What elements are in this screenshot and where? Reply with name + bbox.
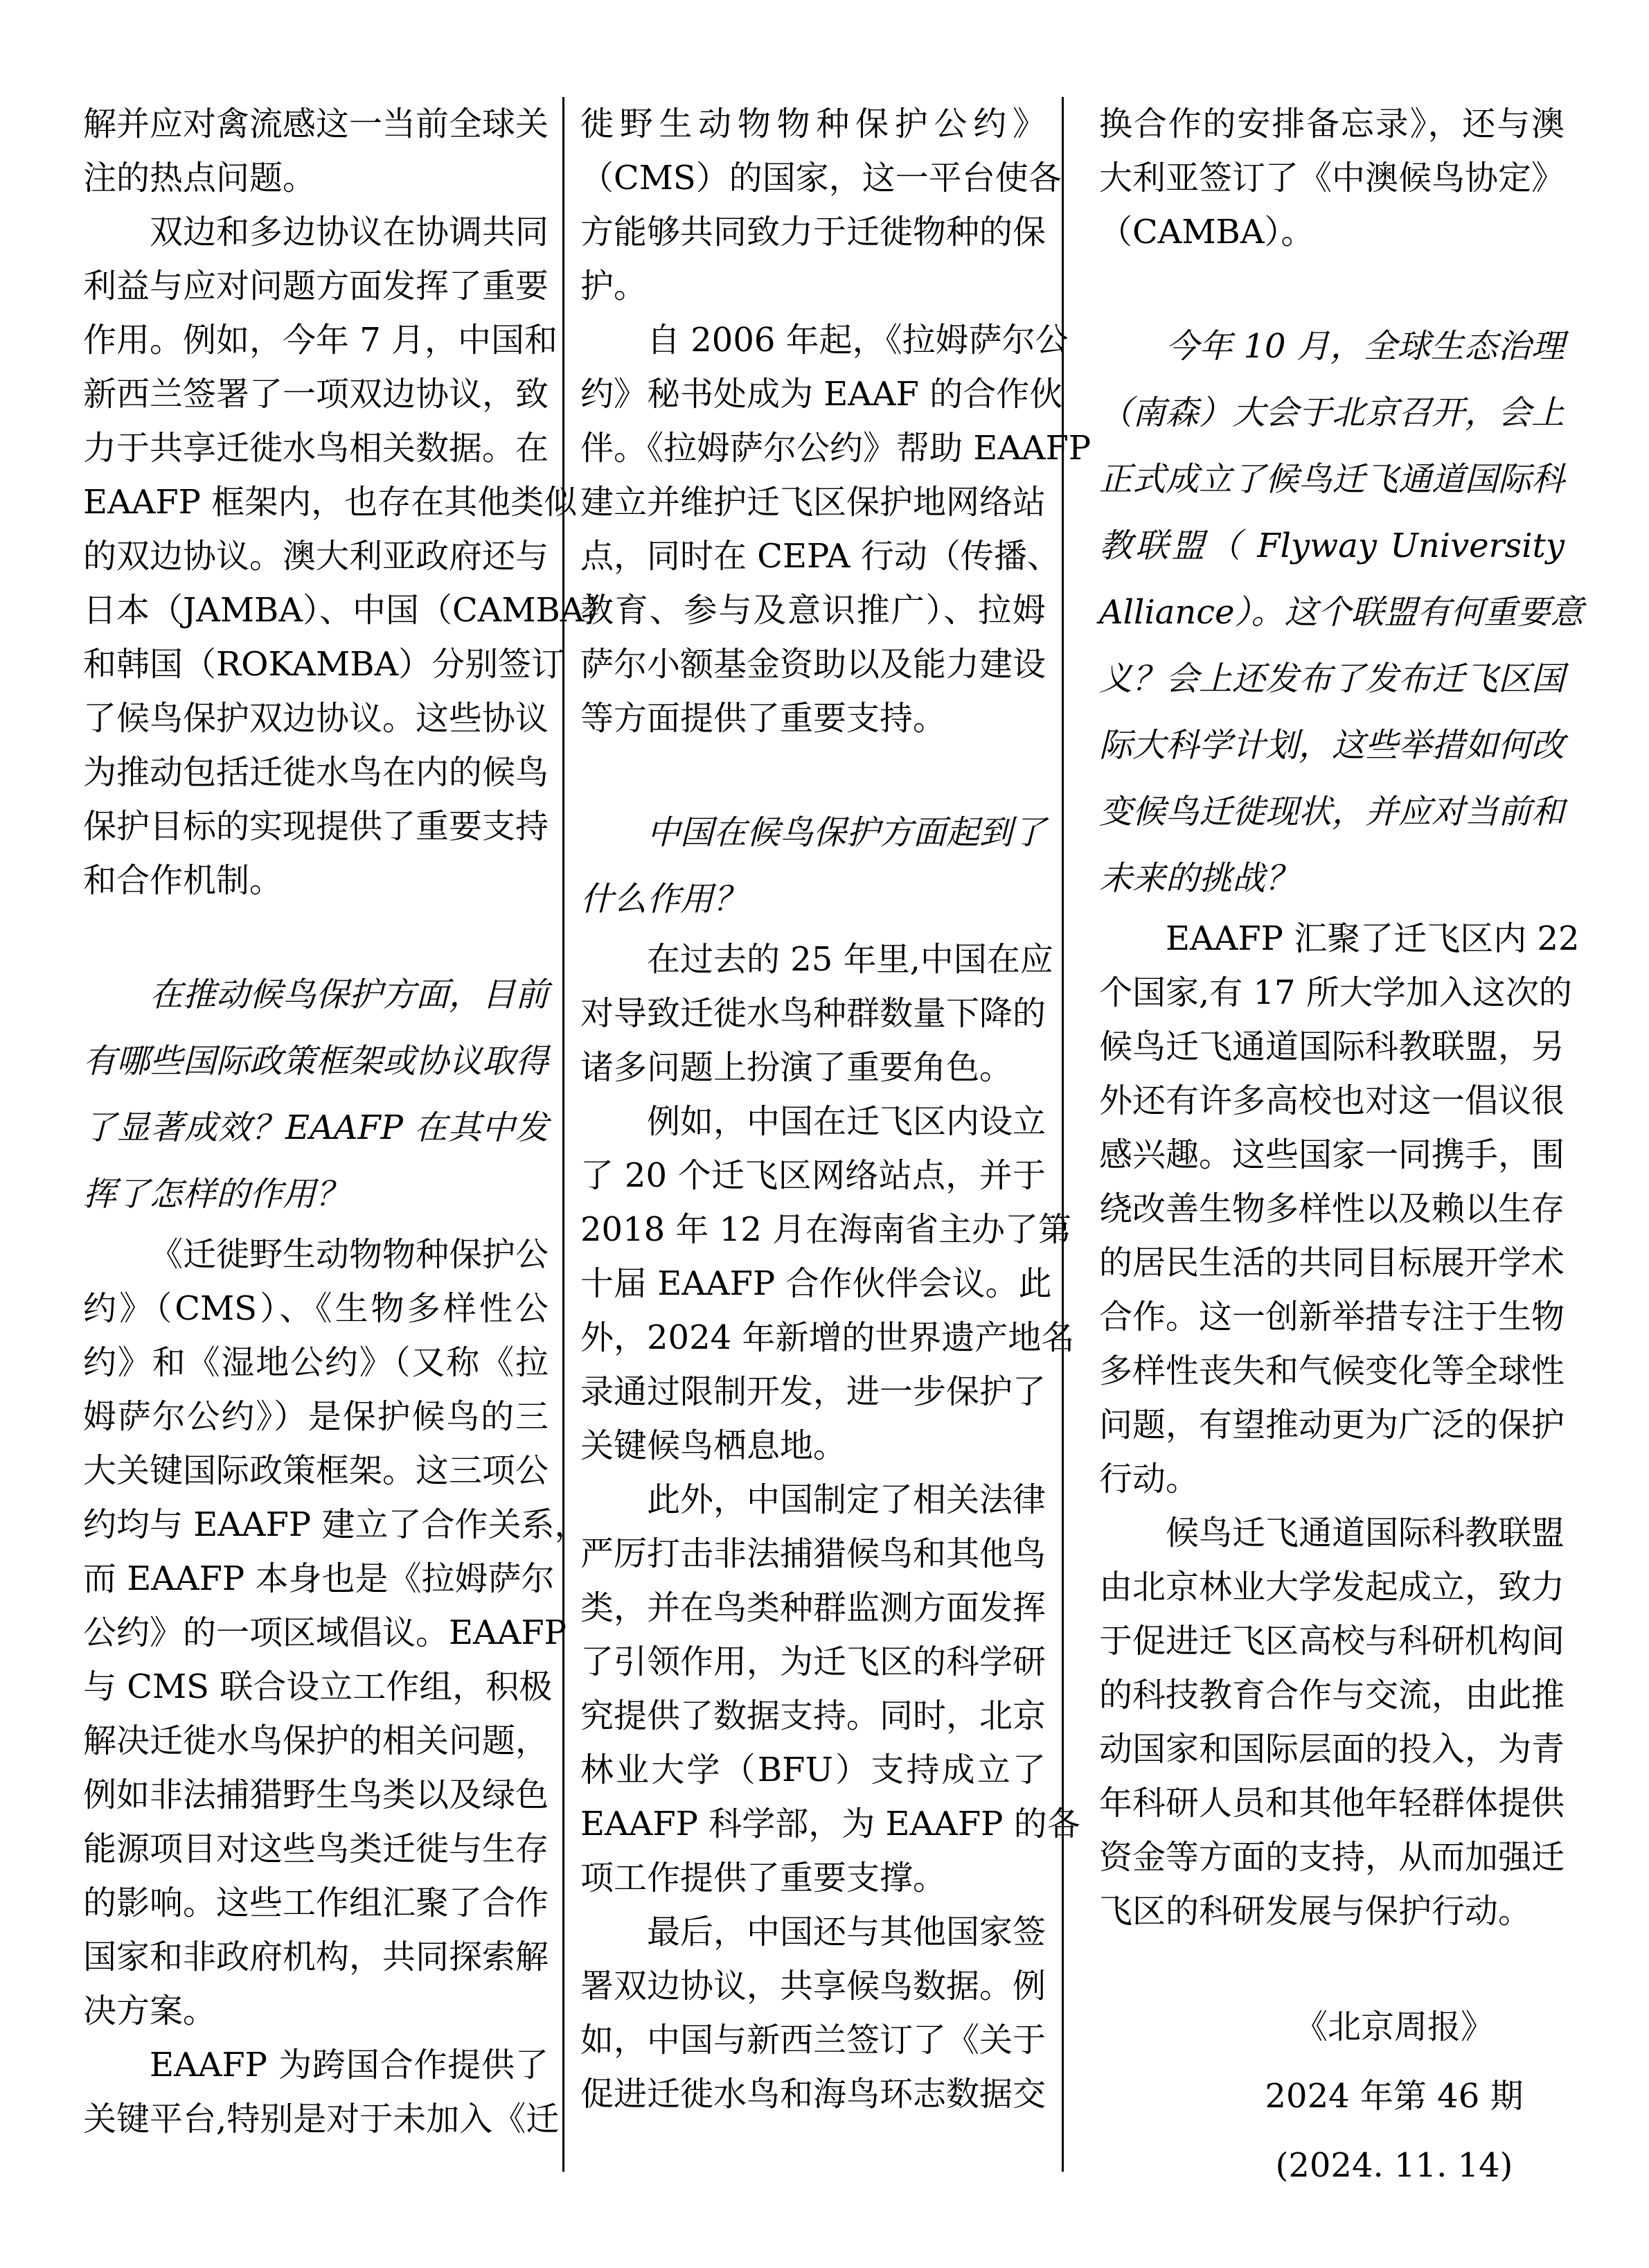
text-line: 正式成立了候鸟迁飞通道国际科 [1099,460,1565,499]
text-line: 的科技教育合作与交流，由此推 [1099,1676,1565,1715]
text-line: EAAFP 框架内，也存在其他类似 [83,483,578,522]
text-column-middle [562,97,1091,2172]
text-line: 际大科学计划，这些举措如何改 [1099,726,1565,765]
text-line: 换合作的安排备忘录》，还与澳 [1099,105,1565,143]
text-line: 伴。《拉姆萨尔公约》帮助 EAAFP [580,429,1091,468]
text-line: 约》（CMS）、《生物多样性公 [83,1289,549,1328]
text-line: 问题，有望推动更为广泛的保护 [1099,1406,1565,1444]
text-line: 公约》的一项区域倡议。EAAFP [83,1613,567,1652]
text-line: 而 EAAFP 本身也是《拉姆萨尔 [83,1559,555,1598]
text-line: 什么作用？ [580,880,747,919]
text-line: 的双边协议。澳大利亚政府还与 [83,537,549,576]
text-line: 候鸟迁飞通道国际科教联盟 [1166,1514,1565,1552]
text-line: 绕改善生物多样性以及赖以生存 [1099,1189,1565,1228]
text-line: 义？会上还发布了发布迁飞区国 [1099,659,1565,698]
text-line: 飞区的科研发展与保护行动。 [1099,1892,1532,1931]
text-line: 关键候鸟栖息地。 [580,1426,847,1465]
text-line: （南森）大会于北京召开，会上 [1099,393,1565,432]
text-line: 中国在候鸟保护方面起到了 [647,813,1046,852]
text-line: 点，同时在 CEPA 行动（传播、 [580,537,1060,576]
text-line: Alliance）。这个联盟有何重要意 [1099,593,1584,632]
text-line: 促进迁徙水鸟和海鸟环志数据交 [580,2075,1046,2114]
text-line: 外还有许多高校也对这一倡议很 [1099,1081,1565,1120]
text-line: 录通过限制开发，进一步保护了 [580,1372,1046,1411]
text-line: 为推动包括迁徙水鸟在内的候鸟 [83,753,549,792]
text-line: (2024. 11. 14) [1275,2146,1513,2185]
text-line: （CMS）的国家，这一平台使各 [580,159,1062,197]
text-line: 十届 EAAFP 合作伙伴会议。此 [580,1264,1052,1303]
text-column-left [83,97,618,2172]
text-line: 和合作机制。 [83,861,283,900]
text-line: 教联盟（ Flyway University [1099,526,1565,565]
text-line: 决方案。 [83,1992,217,2030]
text-line: 和韩国（ROKAMBA）分别签订 [83,645,565,684]
text-line: 有哪些国际政策框架或协议取得 [83,1042,549,1081]
text-line: 变候鸟迁徙现状，并应对当前和 [1099,792,1565,831]
text-line: 方能够共同致力于迁徙物种的保 [580,213,1046,251]
text-line: EAAFP 为跨国合作提供了 [150,2046,549,2084]
text-columns [83,97,1584,2185]
text-line: 约》秘书处成为 EAAF 的合作伙 [580,375,1063,414]
text-line: 徙野生动物物种保护公约》 [580,105,1046,143]
text-line: 的影响。这些工作组汇聚了合作 [83,1884,549,1922]
text-line: 新西兰签署了一项双边协议，致 [83,375,549,414]
text-line: 外，2024 年新增的世界遗产地名 [580,1318,1075,1357]
text-line: 日本（JAMBA）、中国（CAMBA） [83,591,618,630]
text-line: 行动。 [1099,1460,1200,1498]
text-line: EAAFP 科学部，为 EAAFP 的各 [580,1805,1080,1843]
text-line: 保护目标的实现提供了重要支持 [83,807,549,846]
text-line: 2018 年 12 月在海南省主办了第 [580,1210,1072,1249]
text-line: 解并应对禽流感这一当前全球关 [83,105,549,143]
text-line: 如，中国与新西兰签订了《关于 [580,2021,1046,2059]
text-line: 资金等方面的支持，从而加强迁 [1099,1838,1565,1877]
text-line: 《迁徙野生动物物种保护公 [150,1235,549,1274]
text-line: 诸多问题上扮演了重要角色。 [580,1048,1013,1087]
text-line: 究提供了数据支持。同时，北京 [580,1696,1046,1735]
text-line: 了 20 个迁飞区网络站点，并于 [580,1156,1046,1195]
text-line: 的居民生活的共同目标展开学术 [1099,1243,1565,1282]
text-line: 年科研人员和其他年轻群体提供 [1099,1784,1565,1823]
text-line: 注的热点问题。 [83,159,317,197]
blank-line [83,907,549,962]
text-line: 类，并在鸟类种群监测方面发挥 [580,1588,1046,1627]
text-line: 约均与 EAAFP 建立了合作关系， [83,1505,588,1544]
text-line: 未来的挑战？ [1099,859,1299,898]
text-line: 多样性丧失和气候变化等全球性 [1099,1352,1565,1390]
text-line: 合作。这一创新举措专注于生物 [1099,1297,1565,1336]
text-line: 动国家和国际层面的投入，为青 [1099,1730,1565,1769]
text-line: 约》和《湿地公约》（又称《拉 [83,1343,549,1382]
text-line: 国家和非政府机构，共同探索解 [83,1938,549,1976]
text-line: 关键平台,特别是对于未加入《迁 [83,2100,560,2138]
text-line: 了显著成效？EAAFP 在其中发 [83,1108,549,1147]
blank-line [580,745,1046,799]
text-line: 此外，中国制定了相关法律 [647,1480,1046,1519]
text-line: EAAFP 汇聚了迁飞区内 22 [1166,919,1580,958]
text-line: 自 2006 年起，《拉姆萨尔公 [647,321,1069,360]
text-column-right [1099,97,1584,2185]
text-line: 在推动候鸟保护方面，目前 [150,975,549,1014]
text-line: 由北京林业大学发起成立，致力 [1099,1568,1565,1606]
text-line: 解决迁徙水鸟保护的相关问题， [83,1721,549,1760]
text-line: 2024 年第 46 期 [1265,2077,1524,2116]
text-line: 挥了怎样的作用？ [83,1175,350,1214]
text-line: 作用。例如，今年 7 月，中国和 [83,321,558,360]
text-line: 林业大学（BFU）支持成立了 [580,1751,1046,1789]
text-line: 姆萨尔公约》）是保护候鸟的三 [83,1397,549,1436]
text-line: 等方面提供了重要支持。 [580,699,947,738]
text-line: 例如，中国在迁飞区内设立 [647,1102,1046,1141]
blank-line [1099,1938,1565,1992]
blank-line [1099,259,1565,313]
text-line: 严厉打击非法捕猎候鸟和其他鸟 [580,1534,1046,1573]
text-line: 项工作提供了重要支撑。 [580,1859,947,1897]
text-line: 例如非法捕猎野生鸟类以及绿色 [83,1775,549,1814]
text-line: 护。 [580,267,648,305]
text-line: 建立并维护迁飞区保护地网络站 [580,483,1046,522]
text-line: 今年 10 月，全球生态治理 [1166,327,1565,366]
text-line: 了候鸟保护双边协议。这些协议 [83,699,549,738]
text-line: 了引领作用，为迁飞区的科学研 [580,1642,1046,1681]
text-line: 萨尔小额基金资助以及能力建设 [580,645,1046,684]
text-line: 教育、参与及意识推广）、拉姆 [580,591,1046,630]
text-line: 感兴趣。这些国家一同携手，围 [1099,1135,1565,1174]
text-line: 能源项目对这些鸟类迁徙与生存 [83,1830,549,1868]
text-line: 利益与应对问题方面发挥了重要 [83,267,549,305]
text-line: 于促进迁飞区高校与科研机构间 [1099,1622,1565,1660]
text-line: 力于共享迁徙水鸟相关数据。在 [83,429,549,468]
text-line: 大利亚签订了《中澳候鸟协定》 [1099,159,1565,197]
text-line: 在过去的 25 年里,中国在应 [647,940,1053,979]
text-line: （CAMBA）。 [1099,213,1314,251]
text-line: 候鸟迁飞通道国际科教联盟，另 [1099,1027,1565,1066]
text-line: 大关键国际政策框架。这三项公 [83,1451,549,1490]
text-line: 双边和多边协议在协调共同 [150,213,549,251]
text-line: 《北京周报》 [1294,2008,1494,2046]
text-line: 对导致迁徙水鸟种群数量下降的 [580,994,1046,1033]
text-line: 署双边协议，共享候鸟数据。例 [580,1967,1046,2005]
text-line: 最后，中国还与其他国家签 [647,1913,1046,1951]
text-line: 与 CMS 联合设立工作组，积极 [83,1667,553,1706]
text-line: 个国家,有 17 所大学加入这次的 [1099,973,1572,1012]
